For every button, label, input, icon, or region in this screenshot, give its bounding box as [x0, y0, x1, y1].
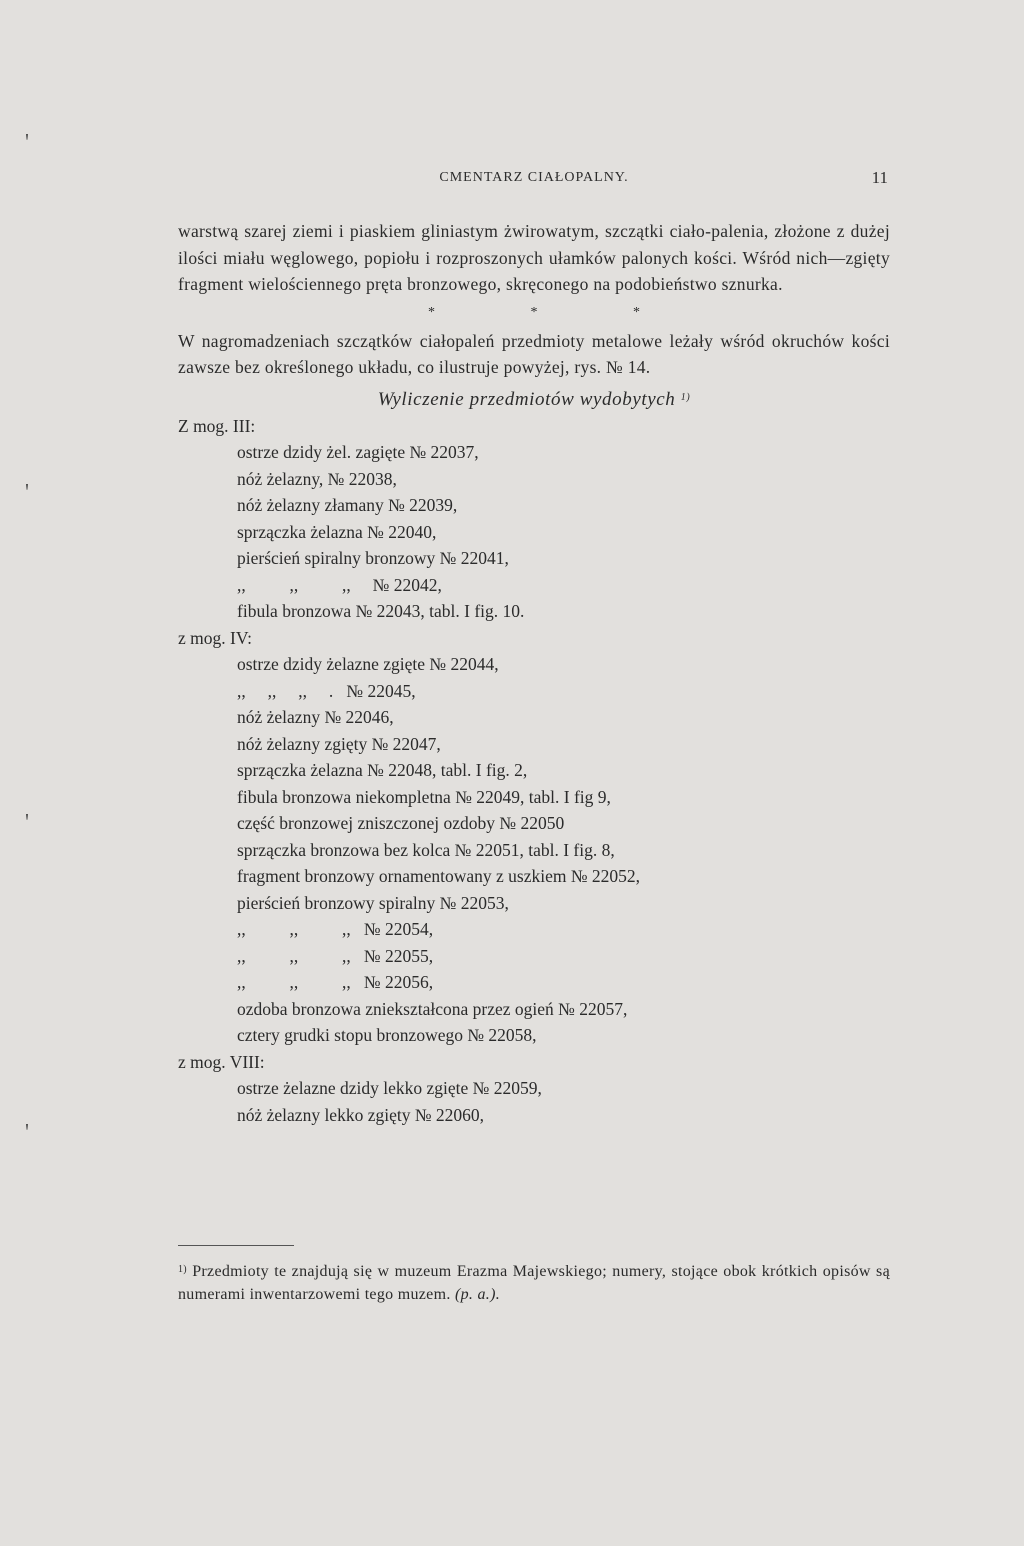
- footnote-marker: 1): [178, 1264, 187, 1275]
- item-list: [237, 651, 890, 1049]
- list-item: ozdoba bronzowa zniekształcona przez ogień № 22057,: [237, 998, 628, 1019]
- list-item: fibula bronzowa niekompletna № 22049, tabl. I fig 9,: [237, 786, 611, 807]
- item-list: [237, 1075, 890, 1128]
- list-item: ,, ,, ,, № 22056,: [237, 972, 434, 992]
- grave-section: [178, 413, 890, 625]
- binding-mark: ꞌ: [25, 810, 29, 830]
- binding-marks: [20, 120, 40, 1220]
- footnote-text: Przedmioty te znajdują się w muzeum Erazma Majewskiego; numery, stojące obok krótkich opisów są numerami inwentarzowemi tego muzem.: [178, 1263, 890, 1303]
- binding-mark: ꞌ: [25, 130, 29, 150]
- list-item: ,, ,, ,, № 22054,: [237, 919, 434, 939]
- binding-mark: ꞌ: [25, 480, 29, 500]
- list-item: ,, ,, ,, № 22055,: [237, 945, 434, 966]
- list-item: fibula bronzowa № 22043, tabl. I fig. 10.: [237, 601, 525, 621]
- list-item: ,, ,, ,, № 22042,: [237, 574, 442, 595]
- binding-mark: ꞌ: [25, 1120, 29, 1140]
- list-item: cztery grudki stopu bronzowego № 22058,: [237, 1025, 537, 1045]
- page-header: [178, 166, 890, 190]
- list-item: część bronzowej zniszczonej ozdoby № 22050: [237, 813, 565, 833]
- grave-label: z mog. IV:: [178, 627, 253, 648]
- list-item: ,, ,, ,, . № 22045,: [237, 680, 416, 701]
- list-item: ostrze żelazne dzidy lekko zgięte № 22059,: [237, 1078, 542, 1098]
- page-number: 11: [871, 168, 888, 187]
- section-heading-text: Wyliczenie przedmiotów wydobytych: [377, 388, 676, 410]
- list-item: fragment bronzowy ornamentowany z uszkiem № 22052,: [237, 866, 641, 886]
- list-item: pierścień bronzowy spiralny № 22053,: [237, 892, 509, 913]
- list-item: ostrze dzidy żel. zagięte № 22037,: [237, 442, 479, 462]
- grave-label: Z mog. III:: [178, 415, 256, 436]
- list-item: nóż żelazny złamany № 22039,: [237, 495, 458, 515]
- footnote-attribution: (p. a.).: [454, 1286, 501, 1303]
- paragraph: warstwą szarej ziemi i piaskiem gliniastym żwirowatym, szczątki ciało-palenia, złożone z dużej ilości miału węglowego, popiołu i rozproszonych ułamków palonych kości. Wśród nich—zgięty fragment wielościennego pręta bronzowego, skręconego na podobieństwo sznurka.: [178, 221, 890, 294]
- list-item: nóż żelazny № 22046,: [237, 707, 394, 727]
- list-item: nóż żelazny, № 22038,: [237, 468, 397, 489]
- inventory-list: [178, 413, 890, 1129]
- list-item: sprzączka żelazna № 22040,: [237, 521, 437, 542]
- list-item: pierścień spiralny bronzowy № 22041,: [237, 548, 509, 568]
- item-list: [237, 439, 890, 625]
- page-body: [178, 218, 890, 1128]
- list-item: nóż żelazny lekko zgięty № 22060,: [237, 1104, 485, 1125]
- footnote-divider: [178, 1245, 294, 1246]
- list-item: ostrze dzidy żelazne zgięte № 22044,: [237, 654, 499, 674]
- section-heading: [178, 387, 890, 413]
- grave-section: [178, 625, 890, 1049]
- footnote: [178, 1260, 890, 1306]
- grave-section: [178, 1049, 890, 1129]
- list-item: sprzączka żelazna № 22048, tabl. I fig. 2,: [237, 760, 528, 780]
- section-separator: * * *: [428, 304, 686, 320]
- grave-label: z mog. VIII:: [178, 1051, 265, 1072]
- list-item: sprzączka bronzowa bez kolca № 22051, tabl. I fig. 8,: [237, 839, 615, 860]
- list-item: nóż żelazny zgięty № 22047,: [237, 733, 441, 754]
- footnote-reference: 1): [680, 391, 691, 403]
- paragraph: W nagromadzeniach szczątków ciałopaleń przedmioty metalowe leżały wśród okruchów kości zawsze bez określonego układu, co ilustruje powyżej, rys. № 14.: [178, 330, 890, 377]
- running-title: CMENTARZ CIAŁOPALNY.: [439, 170, 629, 185]
